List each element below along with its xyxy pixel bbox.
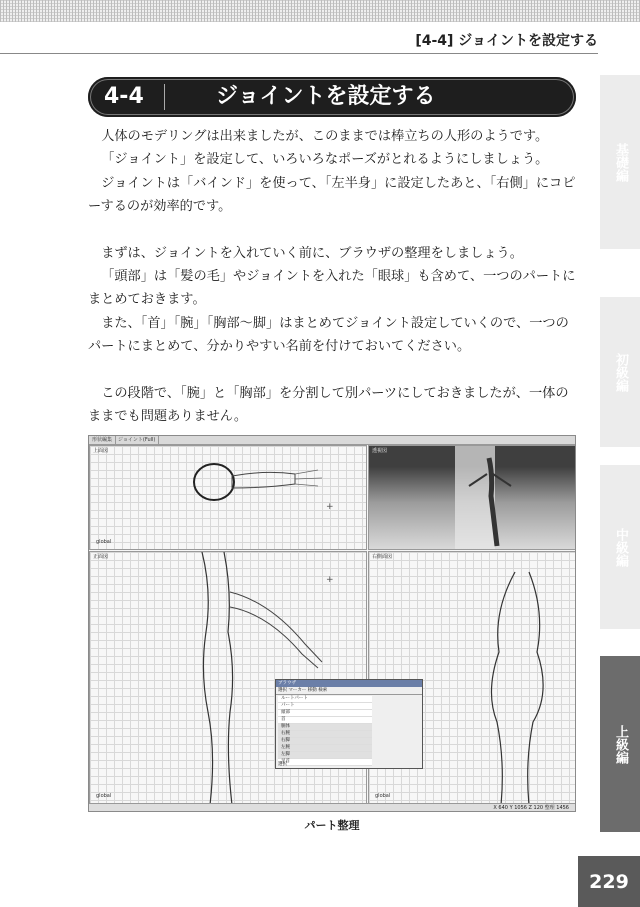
status-bar: X 640 Y 1056 Z 120 整理 1456 (89, 803, 575, 811)
paragraph: 「ジョイント」を設定して、いろいろなポーズがとれるようにしましょう。 (101, 152, 549, 168)
body-text (88, 125, 578, 428)
chapter-tab-basic: 基礎編 (600, 75, 640, 249)
paragraph: 人体のモデリングは出来ましたが、このままでは棒立ちの人形のようです。 (101, 129, 549, 144)
list-item: 左腕 (278, 745, 372, 752)
list-item: 胴体 (278, 724, 372, 731)
browser-title: ブラウザ (276, 680, 422, 687)
viewport-label: 透視図 (372, 448, 388, 454)
list-item: 頭部 (278, 710, 372, 717)
svg-text:+: + (326, 575, 334, 585)
viewport-label: 正面図 (93, 554, 109, 560)
figure-caption: パート整理 (304, 819, 360, 832)
browser-list (278, 696, 372, 766)
list-item: 足首 (278, 759, 372, 766)
list-item: パート (278, 703, 372, 710)
tab-shape-edit: 形状編集 (89, 436, 116, 444)
list-item: 右腕 (278, 731, 372, 738)
list-item: 右脚 (278, 738, 372, 745)
browser-toolbar: 選択 マーカー 移動 検索 (276, 687, 422, 695)
section-number: 4-4 (104, 84, 144, 109)
tab-joint: ジョイント(Full) (115, 436, 159, 444)
perspective-model (369, 446, 576, 550)
title-divider (164, 84, 165, 110)
viewport-perspective (368, 445, 576, 550)
viewport-label: 右側面図 (372, 554, 393, 560)
editor-tabbar (89, 436, 575, 445)
viewport-top (89, 445, 367, 550)
list-item: ルートパート (278, 696, 372, 703)
list-item: 左脚 (278, 752, 372, 759)
chapter-tab-beginner: 初級編 (600, 297, 640, 447)
chapter-tab-advanced: 上級編 (600, 656, 640, 832)
viewport-label: 上面図 (93, 448, 109, 454)
global-label: global (375, 793, 391, 799)
section-title: ジョイントを設定する (216, 84, 436, 109)
paragraph: まずは、ジョイントを入れていく前に、ブラウザの整理をしましょう。 (101, 245, 523, 261)
figure-screenshot (88, 435, 576, 812)
svg-text:+: + (326, 502, 334, 512)
section-title-bar (88, 77, 576, 117)
paragraph: 「頭部」は「髪の毛」やジョイントを入れた「眼球」も含めて、一つのパートにまとめておきます。 (88, 269, 576, 308)
global-label: global (96, 793, 112, 799)
browser-panel (275, 679, 423, 769)
page-number: 229 (578, 856, 640, 907)
paragraph: また、「首」「腕」「胸部～脚」はまとめてジョイント設定していくので、一つのパートにまとめて、分かりやすい名前を付けておいてください。 (88, 315, 569, 355)
header-pattern (0, 0, 640, 22)
list-item: 首 (278, 717, 372, 724)
running-head: [4-4] ジョイントを設定する (415, 33, 598, 49)
header-rule (0, 53, 598, 54)
paragraph: この段階で、「腕」と「胸部」を分割して別パーツにしておきましたが、一体のままでも問題ありません。 (88, 385, 569, 425)
paragraph: ジョイントは「バインド」を使って、「左半身」に設定したあと、「右側」にコピーするのが効率的です。 (88, 175, 576, 215)
top-view-model (90, 446, 367, 550)
chapter-tab-intermediate: 中級編 (600, 465, 640, 629)
global-label: global (96, 539, 112, 545)
browser-footer: 選択 (278, 762, 287, 767)
